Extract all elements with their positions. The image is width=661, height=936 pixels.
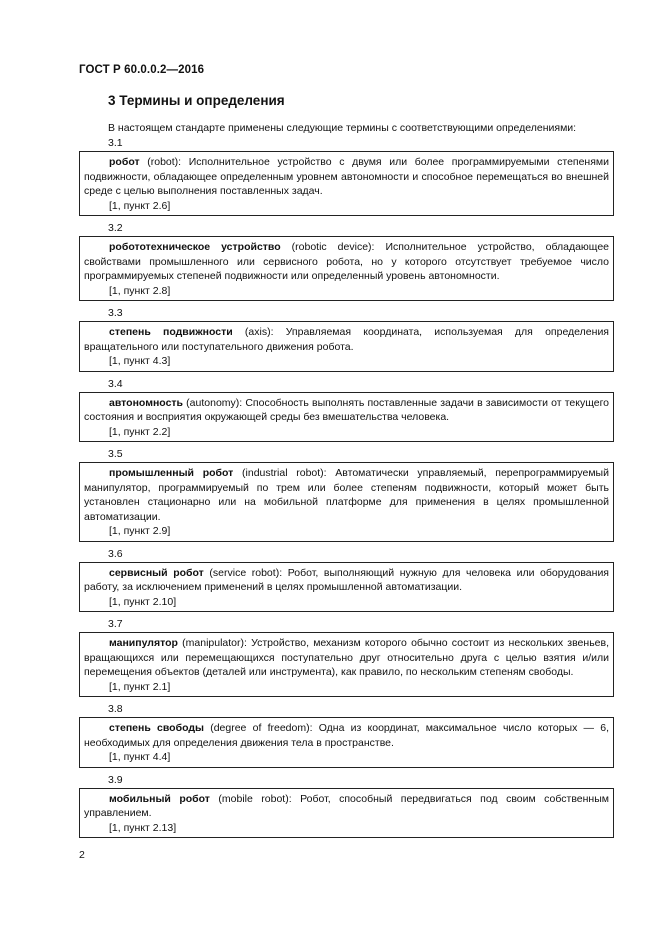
term-text: Исполнительное устройство с двумя или более программируемыми степенями подвижности, обладающее определенным уровнем автономности и способное перемещаться во внешней среде с целью выполнения поставленных задач. [84, 156, 609, 197]
term-name: степень подвижности [109, 326, 233, 338]
section-intro: В настоящем стандарте применены следующие термины с соответствующими определениями: [108, 122, 577, 134]
term-name: степень свободы [109, 722, 204, 734]
term-english: (mobile robot): [209, 792, 301, 805]
term-text: Устройство, механизм которого обычно состоит из нескольких звеньев, вращающихся или перемещающихся поступательно друг относительно друга с целью взятия и/или перемещения объектов (деталей или инструмента), как правило, по нескольким степеням свободы. [84, 637, 609, 678]
term-english: (manipulator): [177, 637, 252, 649]
term-name: мобильный робот [109, 792, 210, 805]
term-source: [1, пункт 2.2] [109, 425, 171, 438]
term-number: 3.5 [108, 448, 123, 460]
term-source: [1, пункт 2.13] [109, 821, 177, 834]
term-number: 3.7 [108, 618, 123, 630]
term-name: робот [109, 156, 140, 168]
term-definition-box [79, 632, 614, 697]
term-english: (autonomy): [183, 396, 246, 409]
term-english: (industrial robot): [233, 467, 336, 479]
term-definition [84, 466, 609, 524]
term-name: манипулятор [109, 637, 178, 649]
term-source: [1, пункт 2.10] [109, 595, 177, 608]
term-number: 3.8 [108, 703, 123, 715]
term-source: [1, пункт 4.3] [109, 355, 171, 367]
term-definition [84, 792, 609, 821]
term-text: Одна из координат, максимальное число которых — 6, необходимых для определения движения тела в пространстве. [84, 722, 609, 749]
term-name: автономность [109, 396, 184, 409]
term-name: робототехническое устройство [109, 241, 281, 253]
term-number: 3.4 [108, 377, 123, 390]
term-source: [1, пункт 2.8] [109, 284, 171, 297]
term-source: [1, пункт 2.1] [109, 680, 171, 693]
term-text: Автоматически управляемый, перепрограммируемый манипулятор, программируемый по трем или более степеням подвижности, который может быть установлен стационарно или на мобильной платформе для применения в целях промышленной автоматизации. [84, 467, 609, 523]
term-number: 3.3 [108, 307, 123, 319]
term-text: Управляемая координата, используемая для определения вращательного или поступательного движения робота. [84, 326, 609, 353]
term-source: [1, пункт 2.9] [109, 525, 171, 537]
term-definition-box [79, 236, 614, 301]
term-source: [1, пункт 2.6] [109, 199, 171, 212]
term-definition-box [79, 562, 614, 613]
term-name: промышленный робот [109, 467, 234, 479]
section-title: 3 Термины и определения [108, 93, 285, 108]
term-number: 3.1 [108, 137, 123, 149]
term-definition [84, 721, 609, 750]
term-english: (degree of freedom): [203, 722, 319, 734]
term-definition-box [79, 321, 614, 372]
term-english: (axis): [232, 326, 286, 338]
term-number: 3.2 [108, 222, 123, 234]
term-definition-box [79, 788, 614, 839]
term-definition [84, 155, 609, 199]
term-source: [1, пункт 4.4] [109, 751, 171, 763]
page-number: 2 [79, 849, 85, 861]
term-number: 3.9 [108, 773, 123, 786]
terms-list [79, 135, 614, 842]
term-definition-box [79, 462, 614, 542]
term-definition-box [79, 392, 614, 443]
term-english: (service robot): [203, 566, 288, 579]
term-definition [84, 636, 609, 680]
term-text: Робот, способный передвигаться под своим собственным управлением. [84, 792, 609, 819]
term-definition-box [79, 717, 614, 768]
term-definition [84, 396, 609, 425]
term-text: Способность выполнять поставленные задачи в зависимости от текущего состояния и восприятия окружающей среды без вмешательства человека. [84, 396, 610, 423]
term-text: Робот, выполняющий нужную для человека или оборудования работу, за исключением применений в целях промышленной автоматизации. [84, 566, 609, 593]
term-name: сервисный робот [109, 566, 204, 579]
term-english: (robotic device): [280, 241, 386, 253]
term-definition [84, 566, 609, 595]
document-header: ГОСТ Р 60.0.0.2—2016 [79, 64, 205, 76]
term-english: (robot): [139, 156, 189, 168]
term-definition-box [79, 151, 614, 216]
term-definition [84, 240, 609, 284]
term-definition [84, 325, 609, 354]
term-text: Исполнительное устройство, обладающее свойствами промышленного или сервисного робота, но у которого отсутствует требуемое число программируемых степеней подвижности или определенный уровень автономности. [84, 241, 609, 282]
term-number: 3.6 [108, 547, 123, 560]
